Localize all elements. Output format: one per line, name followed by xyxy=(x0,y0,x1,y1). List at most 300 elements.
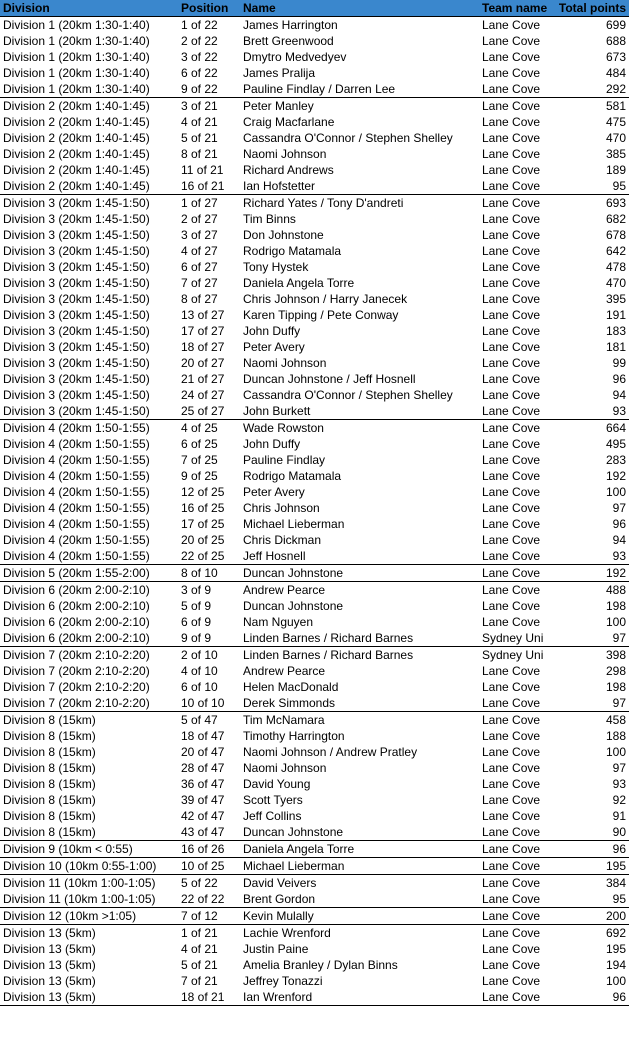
team-cell: Lane Cove xyxy=(482,212,541,226)
division-cell: Division 3 (20km 1:45-1:50) xyxy=(3,372,150,386)
position-cell: 12 of 25 xyxy=(181,485,225,499)
table-row xyxy=(0,598,629,614)
position-cell: 2 of 22 xyxy=(181,34,218,48)
division-cell: Division 7 (20km 2:10-2:20) xyxy=(3,680,150,694)
position-cell: 11 of 21 xyxy=(181,163,224,177)
name-cell: Kevin Mulally xyxy=(240,908,479,925)
team-cell: Lane Cove xyxy=(482,228,541,242)
position-cell: 4 of 27 xyxy=(181,244,218,258)
position-cell: 18 of 21 xyxy=(178,989,240,1006)
division-cell: Division 13 (5km) xyxy=(3,974,96,988)
division-cell: Division 4 (20km 1:50-1:55) xyxy=(0,420,178,437)
points-cell: 93 xyxy=(612,549,626,563)
team-cell: Lane Cove xyxy=(482,485,541,499)
points-cell: 699 xyxy=(552,17,629,34)
division-cell: Division 2 (20km 1:40-1:45) xyxy=(3,163,150,177)
name-cell: John Duffy xyxy=(243,324,301,338)
table-row xyxy=(0,81,629,98)
points-cell: 678 xyxy=(605,228,626,242)
division-cell: Division 13 (5km) xyxy=(0,925,178,942)
name-cell: Pauline Findlay xyxy=(243,453,326,467)
team-cell: Lane Cove xyxy=(482,942,541,956)
team-cell: Lane Cove xyxy=(482,356,541,370)
position-cell: 20 of 47 xyxy=(181,745,225,759)
table-row xyxy=(0,65,629,81)
position-cell: 4 of 10 xyxy=(181,664,218,678)
name-cell: David Veivers xyxy=(240,875,479,892)
position-cell: 13 of 27 xyxy=(181,308,225,322)
team-cell: Lane Cove xyxy=(482,793,541,807)
points-cell: 188 xyxy=(605,729,626,743)
points-cell: 99 xyxy=(612,356,626,370)
name-cell: Richard Yates / Tony D'andreti xyxy=(240,195,479,212)
team-cell: Lane Cove xyxy=(482,777,541,791)
division-cell: Division 3 (20km 1:45-1:50) xyxy=(3,228,150,242)
points-cell: 100 xyxy=(605,745,626,759)
division-header: Division xyxy=(0,0,178,17)
points-cell: 92 xyxy=(612,793,626,807)
table-row xyxy=(0,403,629,420)
table-row xyxy=(0,33,629,49)
division-cell: Division 2 (20km 1:40-1:45) xyxy=(3,147,150,161)
name-cell: Jeff Hosnell xyxy=(243,549,306,563)
division-cell: Division 12 (10km >1:05) xyxy=(0,908,178,925)
table-row xyxy=(0,548,629,565)
position-cell: 42 of 47 xyxy=(181,809,225,823)
table-row xyxy=(0,387,629,403)
team-cell: Lane Cove xyxy=(482,163,541,177)
table-row xyxy=(0,695,629,712)
points-cell: 100 xyxy=(605,974,626,988)
points-cell: 192 xyxy=(605,469,626,483)
points-cell: 495 xyxy=(605,437,626,451)
name-cell: James Pralija xyxy=(243,66,316,80)
points-cell: 488 xyxy=(552,582,629,599)
division-cell: Division 4 (20km 1:50-1:55) xyxy=(3,469,150,483)
division-cell: Division 1 (20km 1:30-1:40) xyxy=(3,34,150,48)
table-row xyxy=(0,243,629,259)
position-cell: 36 of 47 xyxy=(181,777,225,791)
team-cell: Lane Cove xyxy=(482,388,541,402)
position-cell: 2 of 27 xyxy=(181,212,218,226)
division-cell: Division 10 (10km 0:55-1:00) xyxy=(0,858,178,875)
team-cell: Lane Cove xyxy=(479,582,552,599)
division-cell: Division 3 (20km 1:45-1:50) xyxy=(3,308,150,322)
team-cell: Lane Cove xyxy=(482,437,541,451)
points-cell: 398 xyxy=(552,647,629,664)
table-row xyxy=(0,49,629,65)
division-cell: Division 3 (20km 1:45-1:50) xyxy=(3,244,150,258)
team-cell: Lane Cove xyxy=(479,908,552,925)
name-cell: John Burkett xyxy=(243,404,311,418)
points-cell: 581 xyxy=(552,98,629,115)
points-cell: 97 xyxy=(612,631,626,645)
name-cell: Naomi Johnson xyxy=(243,761,327,775)
points-cell: 94 xyxy=(612,388,626,402)
table-row xyxy=(0,875,629,892)
position-cell: 2 of 10 xyxy=(178,647,240,664)
position-cell: 20 of 25 xyxy=(181,533,225,547)
team-cell: Lane Cove xyxy=(482,404,541,418)
table-row xyxy=(0,565,629,582)
name-cell: Ian Hofstetter xyxy=(243,179,316,193)
points-cell: 91 xyxy=(612,809,626,823)
position-cell: 39 of 47 xyxy=(181,793,225,807)
division-cell: Division 4 (20km 1:50-1:55) xyxy=(3,517,150,531)
position-cell: 10 of 10 xyxy=(181,696,225,710)
position-cell: 6 of 25 xyxy=(181,437,218,451)
position-cell: 17 of 25 xyxy=(181,517,225,531)
division-cell: Division 2 (20km 1:40-1:45) xyxy=(3,131,150,145)
position-cell: 24 of 27 xyxy=(181,388,225,402)
name-cell: Daniela Angela Torre xyxy=(240,841,479,858)
division-cell: Division 8 (15km) xyxy=(0,712,178,729)
name-cell: Craig Macfarlane xyxy=(243,115,335,129)
team-cell: Lane Cove xyxy=(482,745,541,759)
points-cell: 195 xyxy=(605,942,626,956)
team-cell: Lane Cove xyxy=(482,82,541,96)
division-cell: Division 11 (10km 1:00-1:05) xyxy=(3,892,156,906)
division-cell: Division 1 (20km 1:30-1:40) xyxy=(3,82,150,96)
table-row xyxy=(0,307,629,323)
name-cell: James Harrington xyxy=(240,17,479,34)
division-cell: Division 3 (20km 1:45-1:50) xyxy=(3,292,150,306)
team-cell: Lane Cove xyxy=(482,324,541,338)
table-row xyxy=(0,891,629,908)
table-row xyxy=(0,858,629,875)
team-cell: Lane Cove xyxy=(482,292,541,306)
table-row xyxy=(0,728,629,744)
name-cell: Jeff Collins xyxy=(243,809,302,823)
name-cell: Brett Greenwood xyxy=(243,34,334,48)
division-cell: Division 4 (20km 1:50-1:55) xyxy=(3,549,150,563)
table-row xyxy=(0,647,629,664)
name-cell: Brent Gordon xyxy=(243,892,316,906)
points-cell: 682 xyxy=(605,212,626,226)
team-cell: Lane Cove xyxy=(482,372,541,386)
table-row xyxy=(0,468,629,484)
team-cell: Lane Cove xyxy=(479,841,552,858)
team-cell: Lane Cove xyxy=(482,615,541,629)
position-cell: 6 of 10 xyxy=(181,680,218,694)
name-cell: Peter Manley xyxy=(240,98,479,115)
points-cell: 194 xyxy=(605,958,626,972)
points-cell: 692 xyxy=(552,925,629,942)
team-cell: Lane Cove xyxy=(479,195,552,212)
points-cell: 181 xyxy=(605,340,626,354)
division-cell: Division 7 (20km 2:10-2:20) xyxy=(0,647,178,664)
name-header: Name xyxy=(240,0,479,17)
name-cell: Linden Barnes / Richard Barnes xyxy=(240,647,479,664)
points-cell: 198 xyxy=(605,599,626,613)
points-cell: 95 xyxy=(612,179,626,193)
header-row xyxy=(0,0,629,17)
position-cell: 6 of 27 xyxy=(181,260,218,274)
name-cell: Duncan Johnstone xyxy=(243,825,344,839)
team-cell: Lane Cove xyxy=(482,66,541,80)
division-cell: Division 13 (5km) xyxy=(3,942,96,956)
position-cell: 18 of 27 xyxy=(181,340,225,354)
team-cell: Sydney Uni xyxy=(482,631,544,645)
points-cell: 100 xyxy=(605,485,626,499)
division-cell: Division 8 (15km) xyxy=(3,793,96,807)
table-header xyxy=(0,0,629,17)
team-cell: Lane Cove xyxy=(482,179,541,193)
name-cell: Naomi Johnson xyxy=(243,356,327,370)
points-cell: 688 xyxy=(605,34,626,48)
table-row xyxy=(0,371,629,387)
division-cell: Division 3 (20km 1:45-1:50) xyxy=(3,324,150,338)
team-cell: Lane Cove xyxy=(482,974,541,988)
team-cell: Lane Cove xyxy=(482,469,541,483)
name-cell: Andrew Pearce xyxy=(240,582,479,599)
division-cell: Division 6 (20km 2:00-2:10) xyxy=(3,631,150,645)
table-row xyxy=(0,323,629,339)
division-cell: Division 13 (5km) xyxy=(0,989,178,1006)
table-row xyxy=(0,925,629,942)
name-cell: David Young xyxy=(243,777,311,791)
team-cell: Lane Cove xyxy=(479,858,552,875)
division-cell: Division 9 (10km < 0:55) xyxy=(0,841,178,858)
table-row xyxy=(0,824,629,841)
points-cell: 96 xyxy=(612,372,626,386)
division-cell: Division 3 (20km 1:45-1:50) xyxy=(3,276,150,290)
points-cell: 97 xyxy=(612,501,626,515)
points-cell: 395 xyxy=(605,292,626,306)
table-row xyxy=(0,989,629,1006)
position-cell: 43 of 47 xyxy=(181,825,225,839)
position-cell: 20 of 27 xyxy=(181,356,225,370)
name-cell: Peter Avery xyxy=(243,485,305,499)
team-cell: Lane Cove xyxy=(482,696,541,710)
position-cell: 16 of 26 xyxy=(178,841,240,858)
table-row xyxy=(0,760,629,776)
division-cell: Division 11 (10km 1:00-1:05) xyxy=(0,875,178,892)
table-row xyxy=(0,841,629,858)
name-cell: Michael Lieberman xyxy=(240,858,479,875)
division-cell: Division 2 (20km 1:40-1:45) xyxy=(3,179,150,193)
name-cell: Rodrigo Matamala xyxy=(243,469,342,483)
division-cell: Division 3 (20km 1:45-1:50) xyxy=(3,356,150,370)
position-cell: 6 of 9 xyxy=(181,615,212,629)
points-cell: 97 xyxy=(612,696,626,710)
points-cell: 470 xyxy=(605,276,626,290)
position-cell: 9 of 22 xyxy=(181,82,218,96)
position-cell: 18 of 47 xyxy=(181,729,225,743)
division-cell: Division 6 (20km 2:00-2:10) xyxy=(3,599,150,613)
points-cell: 484 xyxy=(605,66,626,80)
name-cell: Michael Lieberman xyxy=(243,517,345,531)
table-row xyxy=(0,114,629,130)
division-cell: Division 1 (20km 1:30-1:40) xyxy=(0,17,178,34)
points-cell: 189 xyxy=(605,163,626,177)
name-cell: Justin Paine xyxy=(243,942,309,956)
position-cell: 25 of 27 xyxy=(181,404,225,418)
name-cell: Cassandra O'Connor / Stephen Shelley xyxy=(243,131,453,145)
points-cell: 93 xyxy=(612,404,626,418)
team-cell: Lane Cove xyxy=(482,453,541,467)
team-cell: Lane Cove xyxy=(482,892,541,906)
table-row xyxy=(0,957,629,973)
division-cell: Division 4 (20km 1:50-1:55) xyxy=(3,533,150,547)
points-cell: 200 xyxy=(552,908,629,925)
table-row xyxy=(0,17,629,34)
team-cell: Lane Cove xyxy=(479,98,552,115)
table-row xyxy=(0,436,629,452)
points-cell: 97 xyxy=(612,761,626,775)
team-cell: Lane Cove xyxy=(482,115,541,129)
name-cell: Tony Hystek xyxy=(243,260,309,274)
team-cell: Lane Cove xyxy=(482,664,541,678)
division-cell: Division 3 (20km 1:45-1:50) xyxy=(3,404,150,418)
division-cell: Division 3 (20km 1:45-1:50) xyxy=(3,340,150,354)
name-cell: Timothy Harrington xyxy=(243,729,345,743)
division-cell: Division 8 (15km) xyxy=(3,809,96,823)
points-cell: 191 xyxy=(605,308,626,322)
table-row xyxy=(0,275,629,291)
points-cell: 664 xyxy=(552,420,629,437)
team-cell: Lane Cove xyxy=(482,517,541,531)
points-cell: 458 xyxy=(552,712,629,729)
name-cell: Peter Avery xyxy=(243,340,305,354)
team-cell: Lane Cove xyxy=(479,17,552,34)
team-cell: Lane Cove xyxy=(479,565,552,582)
table-row xyxy=(0,178,629,195)
name-cell: Lachie Wrenford xyxy=(240,925,479,942)
division-cell: Division 5 (20km 1:55-2:00) xyxy=(0,565,178,582)
team-cell: Lane Cove xyxy=(479,420,552,437)
name-cell: Wade Rowston xyxy=(240,420,479,437)
points-cell: 475 xyxy=(605,115,626,129)
table-row xyxy=(0,98,629,115)
position-cell: 22 of 25 xyxy=(181,549,225,563)
table-row xyxy=(0,614,629,630)
division-cell: Division 4 (20km 1:50-1:55) xyxy=(3,485,150,499)
name-cell: Chris Johnson / Harry Janecek xyxy=(243,292,408,306)
division-cell: Division 2 (20km 1:40-1:45) xyxy=(3,115,150,129)
name-cell: Helen MacDonald xyxy=(243,680,339,694)
team-cell: Lane Cove xyxy=(479,712,552,729)
points-cell: 298 xyxy=(605,664,626,678)
position-cell: 7 of 27 xyxy=(181,276,218,290)
table-row xyxy=(0,532,629,548)
table-row xyxy=(0,776,629,792)
table-row xyxy=(0,484,629,500)
team-cell: Lane Cove xyxy=(482,244,541,258)
table-row xyxy=(0,500,629,516)
points-cell: 642 xyxy=(605,244,626,258)
position-cell: 5 of 47 xyxy=(178,712,240,729)
points-cell: 100 xyxy=(605,615,626,629)
division-cell: Division 2 (20km 1:40-1:45) xyxy=(0,98,178,115)
points-cell: 292 xyxy=(605,82,626,96)
table-row xyxy=(0,808,629,824)
division-cell: Division 1 (20km 1:30-1:40) xyxy=(3,66,150,80)
name-cell: Rodrigo Matamala xyxy=(243,244,342,258)
points-cell: 95 xyxy=(612,892,626,906)
points-cell: 96 xyxy=(612,517,626,531)
table-row xyxy=(0,146,629,162)
table-row xyxy=(0,744,629,760)
points-cell: 195 xyxy=(552,858,629,875)
name-cell: John Duffy xyxy=(243,437,301,451)
division-cell: Division 6 (20km 2:00-2:10) xyxy=(3,615,150,629)
position-cell: 1 of 21 xyxy=(178,925,240,942)
team-cell: Lane Cove xyxy=(482,599,541,613)
position-cell: 22 of 22 xyxy=(181,892,225,906)
position-cell: 4 of 21 xyxy=(181,115,218,129)
points-cell: 470 xyxy=(605,131,626,145)
name-cell: Andrew Pearce xyxy=(243,664,326,678)
position-cell: 21 of 27 xyxy=(181,372,225,386)
name-cell: Duncan Johnstone / Jeff Hosnell xyxy=(243,372,416,386)
name-cell: Tim McNamara xyxy=(240,712,479,729)
name-cell: Richard Andrews xyxy=(243,163,334,177)
division-cell: Division 8 (15km) xyxy=(3,825,96,839)
division-cell: Division 4 (20km 1:50-1:55) xyxy=(3,437,150,451)
points-cell: 96 xyxy=(552,989,629,1006)
name-cell: Daniela Angela Torre xyxy=(243,276,355,290)
points-cell: 478 xyxy=(605,260,626,274)
position-cell: 5 of 21 xyxy=(181,958,218,972)
points-cell: 673 xyxy=(605,50,626,64)
points-cell: 384 xyxy=(552,875,629,892)
division-cell: Division 3 (20km 1:45-1:50) xyxy=(3,260,150,274)
table-row xyxy=(0,582,629,599)
team-cell: Lane Cove xyxy=(482,549,541,563)
position-cell: 8 of 10 xyxy=(178,565,240,582)
name-cell: Duncan Johnstone xyxy=(240,565,479,582)
table-row xyxy=(0,663,629,679)
division-cell: Division 4 (20km 1:50-1:55) xyxy=(3,501,150,515)
position-cell: 1 of 22 xyxy=(178,17,240,34)
position-cell: 5 of 22 xyxy=(178,875,240,892)
division-cell: Division 8 (15km) xyxy=(3,745,96,759)
team-cell: Lane Cove xyxy=(482,825,541,839)
name-cell: Karen Tipping / Pete Conway xyxy=(243,308,399,322)
table-row xyxy=(0,452,629,468)
division-cell: Division 6 (20km 2:00-2:10) xyxy=(0,582,178,599)
division-cell: Division 4 (20km 1:50-1:55) xyxy=(3,453,150,467)
name-cell: Jeffrey Tonazzi xyxy=(243,974,323,988)
table-row xyxy=(0,195,629,212)
name-cell: Linden Barnes / Richard Barnes xyxy=(243,631,414,645)
name-cell: Dmytro Medvedyev xyxy=(243,50,347,64)
team-cell: Lane Cove xyxy=(479,925,552,942)
name-cell: Cassandra O'Connor / Stephen Shelley xyxy=(243,388,453,402)
division-cell: Division 13 (5km) xyxy=(3,958,96,972)
points-cell: 198 xyxy=(605,680,626,694)
team-cell: Lane Cove xyxy=(482,34,541,48)
table-row xyxy=(0,227,629,243)
name-cell: Chris Johnson xyxy=(243,501,320,515)
team-cell: Lane Cove xyxy=(482,729,541,743)
table-row xyxy=(0,355,629,371)
table-row xyxy=(0,792,629,808)
division-cell: Division 8 (15km) xyxy=(3,729,96,743)
position-cell: 17 of 27 xyxy=(181,324,225,338)
name-cell: Naomi Johnson / Andrew Pratley xyxy=(243,745,418,759)
table-body xyxy=(0,17,629,1006)
name-cell: Naomi Johnson xyxy=(243,147,327,161)
name-cell: Derek Simmonds xyxy=(243,696,336,710)
position-cell: 9 of 25 xyxy=(181,469,218,483)
name-cell: Ian Wrenford xyxy=(240,989,479,1006)
points-cell: 693 xyxy=(552,195,629,212)
position-header: Position xyxy=(178,0,240,17)
division-cell: Division 1 (20km 1:30-1:40) xyxy=(3,50,150,64)
team-cell: Lane Cove xyxy=(479,989,552,1006)
